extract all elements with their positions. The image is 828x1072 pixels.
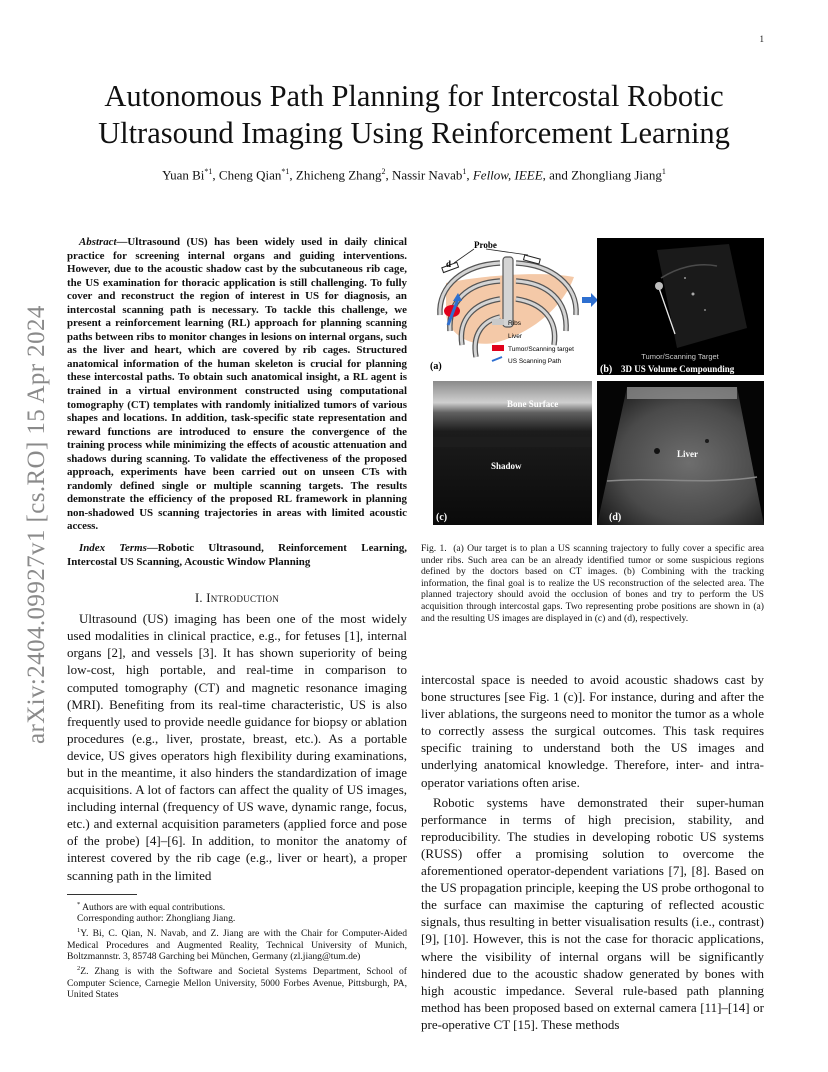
- us-image-d: [597, 381, 764, 525]
- tumor-dot: [655, 282, 663, 290]
- panel-d-label: (d): [609, 512, 622, 523]
- probe-label: Probe: [474, 240, 497, 250]
- tumor-target-label: Tumor/Scanning Target: [641, 352, 719, 361]
- panel-c-us-shadow: [433, 381, 592, 525]
- panel-b-3d-volume: [597, 238, 764, 375]
- author-list: Yuan Bi$^{*1}$, Cheng Qian$^{*1}$, Zhicheng Zhang$^2$, Nassir Navab$^1$, Fellow, IEEE, and Zhongliang Jiang$^1$: [162, 167, 666, 183]
- paper-title: Autonomous Path Planning for Intercostal Robotic Ultrasound Imaging Using Reinforcement Learning: [98, 79, 730, 150]
- author-name: Yuan Bi: [162, 167, 205, 183]
- panel-a-label: (a): [430, 361, 442, 372]
- index-terms-label: Index Terms: [79, 542, 147, 555]
- bone-surface-label: Bone Surface: [507, 399, 559, 409]
- legend-swatch-liver: [492, 332, 504, 338]
- footnote-mark: 1: [77, 927, 81, 934]
- abstract-label: Abstract: [79, 236, 117, 248]
- figure-1: [424, 235, 764, 525]
- legend-liver: Liver: [508, 333, 523, 340]
- footnote-text: Z. Zhang is with the Software and Societal Systems Department, School of Computer Science, Carnegie Mellon University, 5000 Forbes Avenue, Pittsburgh, PA, United States: [67, 966, 407, 1001]
- page-number: 1: [759, 34, 764, 44]
- legend-ribs: Ribs: [508, 320, 522, 327]
- footnote-equal: [67, 899, 407, 914]
- section-title: Introduction: [206, 591, 280, 606]
- author-fellow: Fellow, IEEE: [472, 167, 543, 183]
- shadow-label: Shadow: [491, 461, 522, 471]
- footnote-mark: *: [77, 900, 81, 908]
- author-name: Zhongliang Jiang: [571, 167, 662, 183]
- footnote-text: Y. Bi, C. Qian, N. Navab, and Z. Jiang are with the Chair for Computer-Aided Medical Procedures and Augmented Reality, Technical University of Munich, Boltzmannstr. 3, 85748 Garching bei München, Germany (zl.jiang@tum.de): [67, 928, 407, 963]
- figure-caption: [421, 543, 764, 624]
- panel-c-label: (c): [436, 512, 448, 523]
- legend-tumor: Tumor/Scanning target: [508, 346, 574, 353]
- d-label: d: [446, 259, 452, 269]
- panel-b-label: (b): [600, 364, 613, 375]
- intro-paragraph-1: Ultrasound (US) imaging has been one of the most widely used modalities in clinical practice, e.g., for fetuses [1], internal organs [2], and vessels [3]. It has shown superiority of being low-cost, high portable, and real-time in comparison to computed tomography (CT) and magnetic resonance imaging (MRI). Benefiting from its real-time characteristic, US is also frequently used to provide needle guidance for biopsy or ablation procedures (e.g., liver, prostate, breast, etc.). As a portable device, US gives operators high flexibility during examinations, but in the meantime, it also hinders the standardization of image acquisitions. A lot of factors can affect the quality of US images, including internal (frequency of US wave, dynamic range, focus, etc.) and external acquisition parameters (applied force and pose of the probe) [4]–[6]. In addition, to monitor the anatomy of interest covered by the rib cage (e.g., liver or heart), a proper scanning path in the limited: [67, 611, 407, 883]
- caption-text: (a) Our target is to plan a US scanning trajectory to fully cover a specific area under ribs. Such area can be an already identified tumor or some suspicious regions defined by the doctors based on CT images. (b) Combining with the tracking information, the final goal is to realize the US reconstruction of the selected area. The planned trajectory should avoid the occlusion of bones and try to perform the US acquisition through intercostal gaps. Two representing probe positions are shown in (a) and the resulting US images are displayed in (c) and (d), respectively.: [421, 543, 765, 624]
- index-terms: [67, 542, 407, 569]
- footnote-mark: 2: [77, 964, 81, 972]
- volume-render: [597, 238, 764, 375]
- index-terms-text: —Robotic Ultrasound, Reinforcement Learning, Intercostal US Scanning, Acoustic Window Planning: [67, 542, 407, 568]
- legend-swatch-tumor: [492, 345, 504, 351]
- footnote-affiliation-1: [67, 925, 407, 963]
- footnote-rule: [67, 894, 137, 895]
- author-name: Zhicheng Zhang: [295, 167, 382, 183]
- footnote-affiliation-2: [67, 963, 407, 1001]
- panel-b-caption: 3D US Volume Compounding: [621, 364, 735, 374]
- sternum: [503, 257, 513, 327]
- author-name: Nassir Navab: [391, 167, 463, 183]
- author-affiliation: *1: [281, 167, 290, 176]
- right-column: [421, 671, 764, 1033]
- legend-path: US Scanning Path: [508, 358, 562, 365]
- author-affiliation: *1: [204, 167, 213, 176]
- panel-a-rib-diagram: [424, 235, 592, 375]
- intro-paragraph-1-cont: intercostal space is needed to avoid acoustic shadows cast by bone structures [see Fig. 1 (c)]. For instance, during and after the liver ablations, the surgeons need to monitor the tumor as a whole to correctly assess the surgical outcomes. This task requires specific training to understand both the US images and underlying anatomical knowledge. Therefore, inter- and intra-operator variations often arise.: [421, 672, 764, 790]
- legend-swatch-ribs: [492, 319, 504, 325]
- caption-label: Fig. 1.: [421, 543, 447, 554]
- intro-paragraph-2: Robotic systems have demonstrated their super-human performance in terms of high precision, stability, and reproducibility. The studies in developing robotic US systems (RUSS) offer a promising solution to overcome the aforementioned operator-dependent variations [7], [8]. Based on the US propagation principle, keeping the US probe orthogonal to the surface can maximise the capturing of reflected acoustic signals, thus resulting in better visualisation results (i.e., contrast) [9], [10]. However, this is not the case for thoracic applications, where the visibility of internal organs will be significantly hindered due to the acoustic shadow generated by bones with high acoustic impedance. Several rule-based path planning method has been proposed based on external camera [11]–[14] or pre-operative CT [15]. These methods: [421, 794, 764, 1032]
- author-affiliation: 2: [381, 167, 386, 176]
- author-affiliation: 1: [661, 167, 666, 176]
- panel-d-us-liver: [597, 381, 764, 525]
- arrow-a-to-b: [582, 293, 598, 307]
- footnote-text: Authors are with equal contributions.: [82, 901, 226, 913]
- left-column: [67, 236, 407, 1001]
- abstract: [67, 236, 407, 534]
- author-and: and: [549, 167, 568, 183]
- us-image-c: [433, 381, 592, 525]
- author-name: Cheng Qian: [218, 167, 282, 183]
- section-heading: [67, 591, 407, 606]
- section-number: I.: [194, 591, 203, 606]
- arxiv-stamp: arXiv:2404.09927v1 [cs.RO] 15 Apr 2024: [23, 305, 50, 745]
- liver-label: Liver: [677, 449, 698, 459]
- abstract-text: —Ultrasound (US) has been widely used in daily clinical practice for screening internal organs and guiding interventions. However, due to the acoustic shadow cast by the subcutaneous rib cage, the US examination for thoracic application is still challenging. To fully cover and reconstruct the region of interest in US for diagnosis, an intercostal scanning path is necessary. To tackle this challenge, we present a reinforcement learning (RL) approach for planning scanning paths between ribs to monitor changes in lesions on internal organs, such as the liver and heart, which are covered by rib cages. Structured anatomical information of the human skeleton is crucial for planning these intercostal paths. To obtain such anatomical insight, a RL agent is trained in a virtual environment constructed using computational tomography (CT) templates with randomly initialized tumors of various shapes and locations. In addition, task-specific state representation and reward functions are introduced to ensure the convergence of the training process while minimizing the effects of acoustic attenuation and shadows during scanning. To validate the effectiveness of the proposed approach, experiments have been carried out on unseen CTs with randomly defined single or multiple scanning targets. The results demonstrate the efficiency of the proposed RL framework in planning non-shadowed US scanning trajectories in areas with limited acoustic access.: [67, 236, 407, 533]
- author-affiliation: 1: [462, 167, 467, 176]
- footnote-corresponding: Corresponding author: Zhongliang Jiang.: [77, 913, 236, 925]
